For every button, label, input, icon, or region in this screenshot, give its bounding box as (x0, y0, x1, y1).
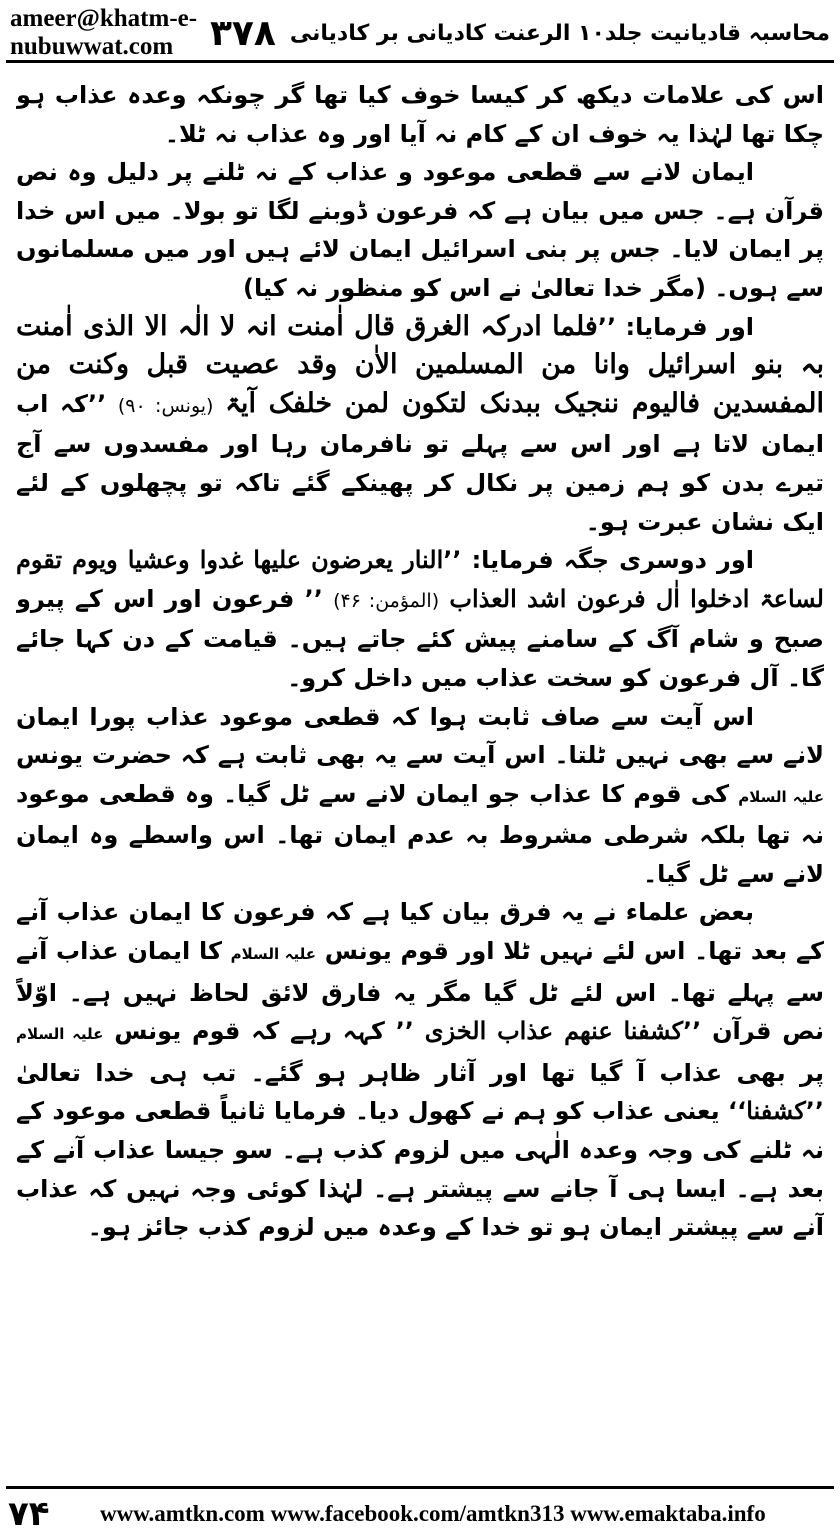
footer-page-number: ۷۴ (8, 1494, 50, 1534)
page-header (10, 5, 830, 60)
page-body (16, 76, 824, 1466)
quran-quote-momin: النار یعرضون علیھا غدوا وعشیا ویوم تقوم لساعۃ ادخلوا اٰل فرعون اشد العذاب (16, 545, 824, 613)
paragraph-3-translation: ’’کہ اب ایمان لاتا ہے اور اس سے پہلے تو نافرمان رہا اور مفسدوں سے آج تیرے بدن کو ہم زمین پر نکال کر پھینکے گئے تاکہ تو پچھلوں کے لئے ایک نشان عبرت ہو۔ (16, 389, 824, 536)
honorific-mark: علیہ السلام (16, 1025, 104, 1044)
paragraph-3 (16, 308, 824, 542)
reference-yunus: (یونس: ۹۰) (117, 394, 214, 417)
paragraph-5 (16, 698, 824, 894)
paragraph-4-translation: ’’ فرعون اور اس کے پیرو صبح و شام آگ کے سامنے پیش کئے جاتے ہیں۔ قیامت کے دن کہا جائے گا۔ آل فرعون کو سخت عذاب میں داخل کرو۔ (16, 584, 824, 692)
paragraph-5-text-b: کی قوم کا عذاب جو ایمان لانے سے ٹل گیا۔ وہ قطعی موعود نہ تھا بلکہ شرطی مشروط بہ عدم ایمان تھا۔ اس واسطے وہ ایمان لانے سے ٹل گیا۔ (16, 779, 824, 888)
book-title: محاسبہ قادیانیت جلد۱۰ الرعنت کادیانی بر کادیانی (289, 20, 830, 46)
honorific-mark: علیہ السلام (738, 787, 824, 806)
quran-quote-kashafna-full: کشفنا عنھم عذاب الخزی (424, 1016, 684, 1046)
paragraph-6-text-e: ‘‘ یعنی عذاب کو ہم نے کھول دیا۔ فرمایا ثانیاً قطعی موعود کے نہ ٹلنے کی وجہ وعدہ الٰہی میں لزوم کذب ہے۔ سو جیسا عذاب آنے کے بعد ہے۔ ایسا ہی آ جانے سے پیشتر ہے۔ لہٰذا کوئی وجہ نہیں کہ عذاب آنے سے پیشتر ایمان ہو تو خدا کے وعدہ میں لزوم کذب جائز ہو۔ (16, 1097, 824, 1242)
quran-quote-yunus: فلما ادرکہ الغرق قال اٰمنت انہ لا الٰہ الا الذی اٰمنت بہ بنو اسرائیل وانا من المسلمین الاٰن وقد عصیت قبل وکنت من المفسدین فالیوم ننجیک ببدنک لتکون لمن خلفک آیۃ (16, 310, 824, 419)
paragraph-4-intro: اور دوسری جگہ فرمایا: ’’ (443, 546, 754, 575)
paragraph-6 (16, 893, 824, 1246)
header-rule (6, 60, 834, 63)
paragraph-6-text-b: کا ایمان عذاب آنے سے پہلے تھا۔ اس لئے ٹل گیا مگر یہ فارق لائق لحاظ نہیں ہے۔ اوّلاً نص قرآن ’’ (16, 937, 824, 1046)
page-footer (8, 1494, 832, 1534)
paragraph-3-intro: اور فرمایا: ’’ (597, 312, 755, 341)
quran-quote-kashafna: کشفنا (746, 1096, 806, 1126)
paragraph-6-text-d: پر بھی عذاب آ گیا تھا اور آثار ظاہر ہو گئے۔ تب ہی خدا تعالیٰ ’’ (16, 1058, 824, 1126)
reference-momin: (المؤمن: ۴۶) (333, 589, 440, 612)
paragraph-6-text-c: ’’ کہہ رہے کہ قوم یونس (114, 1017, 425, 1046)
paragraph-1: اس کی علامات دیکھ کر کیسا خوف کیا تھا گر چونکہ وعدہ عذاب ہو چکا تھا لہٰذا یہ خوف ان کے کام نہ آیا اور وہ عذاب نہ ٹلا۔ (16, 81, 824, 148)
paragraph-5-text-a: اس آیت سے صاف ثابت ہوا کہ قطعی موعود عذاب پورا ایمان لانے سے بھی نہیں ٹلتا۔ اس آیت سے یہ بھی ثابت ہے کہ حضرت یونس (16, 702, 824, 770)
paragraph-6-text-a: بعض علماء نے یہ فرق بیان کیا ہے کہ فرعون کا ایمان عذاب آنے کے بعد تھا۔ اس لئے نہیں ٹلا اور قوم یونس (16, 898, 824, 966)
paragraph-2: ایمان لانے سے قطعی موعود و عذاب کے نہ ٹلنے پر دلیل وہ نص قرآن ہے۔ جس میں بیان ہے کہ فرعون ڈوبنے لگا تو بولا۔ میں اس خدا پر ایمان لایا۔ جس پر بنی اسرائیل ایمان لائے ہیں اور میں مسلمانوں سے ہوں۔ (مگر خدا تعالیٰ نے اس کو منظور نہ کیا) (16, 158, 824, 302)
honorific-mark: علیہ السلام (230, 945, 316, 964)
header-page-number: ۳۷۸ (209, 12, 276, 54)
footer-links: www.amtkn.com www.facebook.com/amtkn313 www.emaktaba.info (100, 1501, 766, 1526)
footer-rule (6, 1486, 834, 1489)
paragraph-4 (16, 541, 824, 697)
header-email: ameer@khatm-e-nubuwwat.com (10, 5, 198, 60)
header-right (210, 13, 830, 54)
